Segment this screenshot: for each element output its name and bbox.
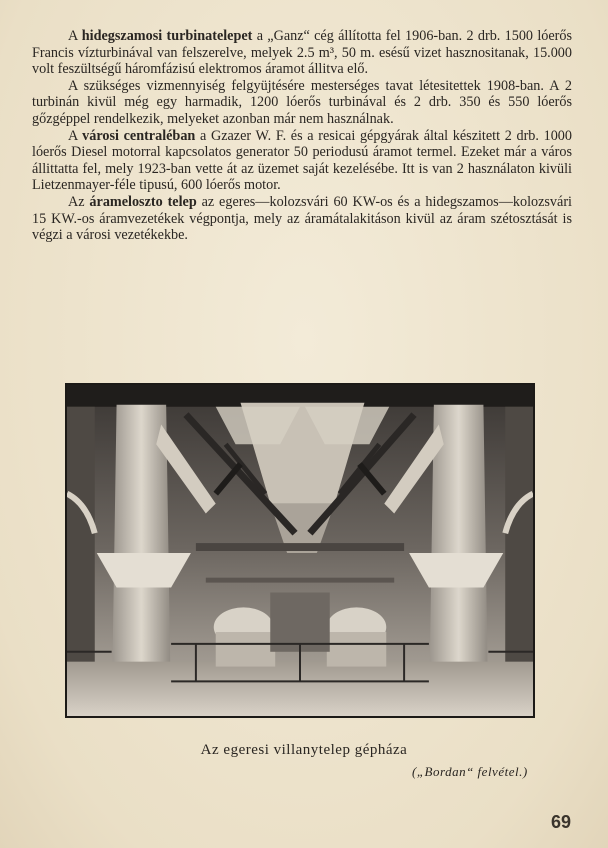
paragraph-city-central (32, 128, 572, 194)
paragraph-bold-term: árameloszto telep (89, 193, 197, 210)
paragraph-bold-term: városi centraléban (82, 127, 196, 144)
engine-hall-photo (65, 383, 535, 718)
paragraph-distribution (32, 194, 572, 244)
paragraph-hidegszamos (32, 28, 572, 78)
paragraph-text: Az (68, 193, 90, 210)
paragraph-text: a „Ganz“ cég állította fel 1906-ban. 2 drb. 1500 lóerős Francis vízturbinával van felszerelve, melyek 2.5 m³, 50 m. esésű vizet hasznositanak, 15.000 volt feszültségű háromfázisú elektromos áramot állitva elő. (32, 28, 572, 78)
paragraph-text: A szükséges vizmennyiség felgyüjtésére mesterséges tavat létesitettek 1908-ban. A 2 turbinán kivül még egy harmadik, 1200 lóerős turbinával és 2 drb. 350 és 550 lóerős gőzgéppel rendelkezik, melyeket azonban már nem használnak. (32, 77, 572, 127)
paragraph-text: A (68, 28, 82, 44)
engine-hall-illustration (67, 385, 533, 716)
body-text (32, 28, 572, 244)
paragraph-reservoir (32, 78, 572, 128)
paragraph-text: A (68, 127, 83, 144)
photo-caption: Az egeresi villanytelep gépháza (200, 742, 408, 758)
paragraph-text: az egeres—kolozsvári 60 KW-os és a hidegszamos—kolozsvári 15 KW.-os áramvezetékek végpontja, mely az áramátalakitáson kivül az áram szétosztását is végzi a városi vezetékekbe. (32, 193, 572, 244)
photo-credit: („Bordan“ felvétel.) (412, 764, 528, 779)
page-number: 69 (551, 812, 572, 832)
paragraph-bold-term: hidegszamosi turbinatelepet (81, 28, 253, 44)
paragraph-text: a Gzazer W. F. és a resicai gépgyárak által készitett 2 drb. 1000 lóerős Diesel motorral kapcsolatos generator 50 periodusú áramot termel. Ezeket már a város állittatta fel, mely 1923-ban vette át az üzemet saját kezelésébe. Itt is van 2 használaton kivüli Lietzenmayer-féle tipusú, 600 lóerős motor. (32, 127, 572, 194)
